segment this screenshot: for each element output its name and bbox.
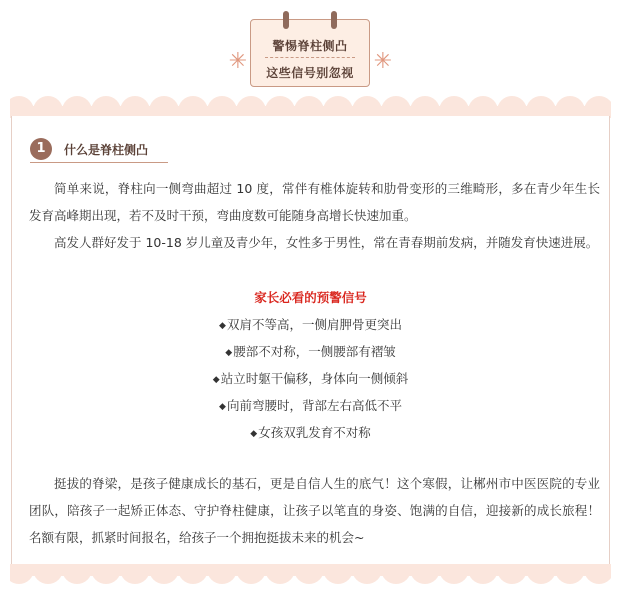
scallop-bump [497,96,527,118]
warning-item-text: 双肩不等高，一侧肩胛骨更突出 [226,317,402,332]
warning-item-text: 向前弯腰时，背部左右高低不平 [226,398,402,413]
binder-ring-right [331,11,337,29]
scallop-border-top [10,96,611,118]
scallop-bump [381,564,411,584]
warning-item-text: 女孩双乳发育不对称 [258,425,371,440]
scallop-bump [236,96,266,118]
scallop-bump [33,96,63,118]
scallop-bump [294,96,324,118]
scallop-bump [120,564,150,584]
sparkle-icon-left: ✳ [228,49,248,74]
paragraph-high-risk: 高发人群好发于 10-18 岁儿童及青少年，女性多于男性，常在青春期前发病，并随发育快速进展。 [54,235,599,250]
scallop-bump [352,564,382,584]
header-divider [265,57,355,58]
paragraph-definition: 简单来说，脊柱向一侧弯曲超过 10 度，常伴有椎体旋转和肋骨变形的三维畸形，多在青少年生长发育高峰期出现，若不及时干预，弯曲度数可能随身高增长快速加重。 [29,181,600,223]
section-underline [30,162,168,163]
scallop-bump [526,564,556,584]
scallop-bump [526,96,556,118]
diamond-bullet-icon: ◆ [212,375,220,385]
scallop-bump [584,564,611,584]
section-number-badge: 1 [30,138,52,160]
binder-ring-left [283,11,289,29]
header-subtitle: 这些信号别忽视 [266,66,354,80]
scallop-bump [33,564,63,584]
diamond-bullet-icon: ◆ [250,429,258,439]
scallop-bump [62,96,92,118]
section-title: 什么是脊柱侧凸 [64,143,149,157]
scallop-bump [149,564,179,584]
warning-item [0,396,621,414]
warning-item [0,342,621,360]
warning-item-text: 腰部不对称，一侧腰部有褶皱 [233,344,396,359]
warning-item [0,423,621,441]
scallop-bump [468,96,498,118]
paragraph-closing: 挺拔的脊梁，是孩子健康成长的基石，更是自信人生的底气！这个寒假，让郴州市中医医院的专业团队，陪孩子一起矫正体态、守护脊柱健康，让孩子以笔直的身姿、饱满的自信，迎接新的成长旅程！名额有限，抓紧时间报名，给孩子一个拥抱挺拔未来的机会~ [29,476,600,545]
scallop-bump [10,564,34,584]
scallop-bump [149,96,179,118]
scallop-bump [497,564,527,584]
scallop-bump [410,96,440,118]
scallop-bump [584,96,611,118]
scallop-bump [207,96,237,118]
scallop-bump [381,96,411,118]
scallop-bump [439,96,469,118]
header-card [250,19,370,87]
scallop-bump [207,564,237,584]
sparkle-icon-right: ✳ [373,49,393,74]
scallop-bump [555,96,585,118]
scallop-bump [555,564,585,584]
scallop-bump [120,96,150,118]
scallop-bump [10,96,34,118]
warning-item [0,369,621,387]
diamond-bullet-icon: ◆ [225,348,233,358]
diamond-bullet-icon: ◆ [219,321,226,331]
scallop-bump [265,564,295,584]
scallop-bump [178,96,208,118]
scallop-bump [294,564,324,584]
scallop-bump [468,564,498,584]
scallop-bump [91,564,121,584]
scallop-bump [410,564,440,584]
scallop-bump [236,564,266,584]
warning-title: 家长必看的预警信号 [254,290,367,305]
scallop-bump [439,564,469,584]
header-title: 警惕脊柱侧凸 [272,39,348,53]
scallop-bump [323,564,353,584]
scallop-bump [178,564,208,584]
warning-item-text: 站立时躯干偏移，身体向一侧倾斜 [220,371,409,386]
warning-item [0,315,621,333]
scallop-bump [323,96,353,118]
scallop-bump [62,564,92,584]
diamond-bullet-icon: ◆ [219,402,226,412]
scallop-bump [352,96,382,118]
scallop-bump [265,96,295,118]
scallop-border-bottom [10,564,611,586]
scallop-bump [91,96,121,118]
